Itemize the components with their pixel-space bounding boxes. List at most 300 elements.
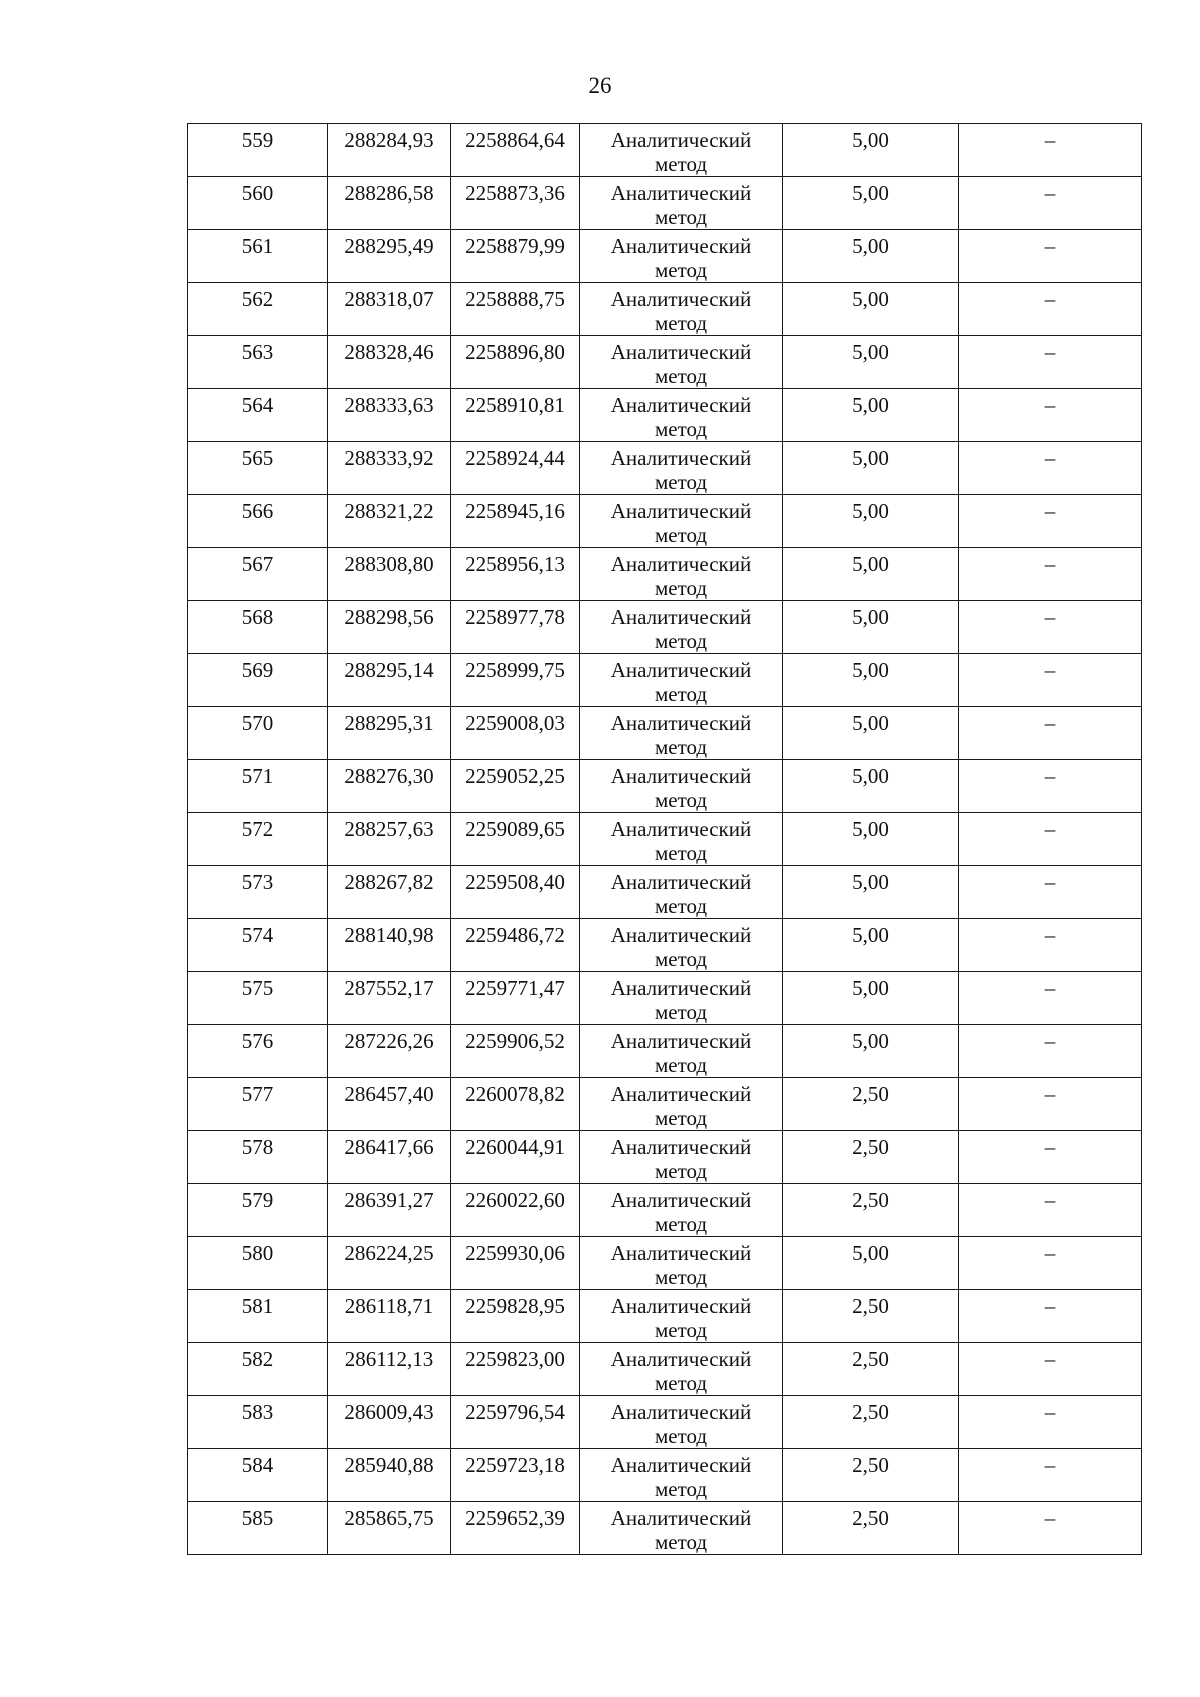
method-line-1: Аналитический [610, 1294, 752, 1318]
method-line-2: метод [654, 1477, 708, 1501]
method-line-2: метод [654, 735, 708, 759]
method-text [580, 1078, 782, 1130]
method-text [580, 548, 782, 600]
accuracy-value: 5,00 [852, 393, 889, 417]
method-text [580, 1449, 782, 1501]
x-coordinate: 288321,22 [344, 499, 434, 523]
x-coordinate: 288267,82 [344, 870, 434, 894]
accuracy-value: 5,00 [852, 128, 889, 152]
y-coordinate: 2258977,78 [465, 605, 565, 629]
note-cell [959, 707, 1142, 760]
point-number-cell [188, 1449, 328, 1502]
note-cell [959, 1396, 1142, 1449]
point-number-cell [188, 707, 328, 760]
note-cell [959, 1131, 1142, 1184]
accuracy-cell [783, 866, 959, 919]
y-coordinate-cell [451, 336, 580, 389]
method-cell [580, 601, 783, 654]
point-number-cell [188, 548, 328, 601]
note-value: – [1044, 340, 1056, 364]
table-row [188, 1078, 1142, 1131]
point-number: 573 [241, 870, 274, 894]
point-number: 578 [241, 1135, 274, 1159]
point-number-cell [188, 919, 328, 972]
x-coordinate-cell [328, 1343, 451, 1396]
note-cell [959, 442, 1142, 495]
y-coordinate: 2259508,40 [465, 870, 565, 894]
x-coordinate-cell [328, 1184, 451, 1237]
x-coordinate: 288328,46 [344, 340, 434, 364]
point-number: 575 [241, 976, 274, 1000]
point-number: 568 [241, 605, 274, 629]
accuracy-value: 5,00 [852, 234, 889, 258]
note-value: – [1044, 1347, 1056, 1371]
method-line-2: метод [654, 258, 708, 282]
table-row [188, 495, 1142, 548]
x-coordinate-cell [328, 760, 451, 813]
x-coordinate: 285940,88 [344, 1453, 434, 1477]
method-cell [580, 707, 783, 760]
y-coordinate: 2259796,54 [465, 1400, 565, 1424]
x-coordinate: 286391,27 [344, 1188, 434, 1212]
y-coordinate: 2258896,80 [465, 340, 565, 364]
note-cell [959, 1184, 1142, 1237]
note-value: – [1044, 1294, 1056, 1318]
method-text [580, 866, 782, 918]
accuracy-cell [783, 654, 959, 707]
x-coordinate-cell [328, 972, 451, 1025]
note-cell [959, 389, 1142, 442]
method-line-1: Аналитический [610, 340, 752, 364]
x-coordinate: 288257,63 [344, 817, 434, 841]
method-line-1: Аналитический [610, 393, 752, 417]
point-number-cell [188, 1184, 328, 1237]
y-coordinate: 2259828,95 [465, 1294, 565, 1318]
method-text [580, 230, 782, 282]
point-number: 561 [241, 234, 274, 258]
note-value: – [1044, 817, 1056, 841]
accuracy-value: 5,00 [852, 340, 889, 364]
method-line-1: Аналитический [610, 1347, 752, 1371]
y-coordinate: 2259486,72 [465, 923, 565, 947]
accuracy-value: 5,00 [852, 605, 889, 629]
accuracy-value: 5,00 [852, 817, 889, 841]
method-line-2: метод [654, 205, 708, 229]
y-coordinate: 2258924,44 [465, 446, 565, 470]
y-coordinate: 2259652,39 [465, 1506, 565, 1530]
accuracy-value: 5,00 [852, 552, 889, 576]
method-line-1: Аналитический [610, 181, 752, 205]
y-coordinate: 2259930,06 [465, 1241, 565, 1265]
point-number-cell [188, 1131, 328, 1184]
method-line-2: метод [654, 1000, 708, 1024]
accuracy-cell [783, 389, 959, 442]
y-coordinate: 2259052,25 [465, 764, 565, 788]
method-line-2: метод [654, 841, 708, 865]
accuracy-cell [783, 1343, 959, 1396]
y-coordinate-cell [451, 495, 580, 548]
point-number-cell [188, 1290, 328, 1343]
method-line-2: метод [654, 1371, 708, 1395]
accuracy-cell [783, 760, 959, 813]
method-line-1: Аналитический [610, 658, 752, 682]
table-row [188, 283, 1142, 336]
method-text [580, 1396, 782, 1448]
method-line-2: метод [654, 417, 708, 441]
method-line-1: Аналитический [610, 976, 752, 1000]
note-value: – [1044, 1453, 1056, 1477]
accuracy-cell [783, 442, 959, 495]
x-coordinate-cell [328, 283, 451, 336]
x-coordinate-cell [328, 177, 451, 230]
note-value: – [1044, 605, 1056, 629]
accuracy-value: 5,00 [852, 287, 889, 311]
accuracy-value: 2,50 [852, 1347, 889, 1371]
table-row [188, 1025, 1142, 1078]
method-line-2: метод [654, 682, 708, 706]
method-line-1: Аналитический [610, 1241, 752, 1265]
x-coordinate-cell [328, 336, 451, 389]
accuracy-cell [783, 1449, 959, 1502]
note-value: – [1044, 1188, 1056, 1212]
point-number-cell [188, 389, 328, 442]
point-number-cell [188, 972, 328, 1025]
accuracy-value: 2,50 [852, 1294, 889, 1318]
point-number: 570 [241, 711, 274, 735]
method-cell [580, 1131, 783, 1184]
point-number: 571 [241, 764, 274, 788]
x-coordinate-cell [328, 1237, 451, 1290]
point-number: 581 [241, 1294, 274, 1318]
accuracy-cell [783, 336, 959, 389]
accuracy-cell [783, 283, 959, 336]
y-coordinate: 2258956,13 [465, 552, 565, 576]
method-cell [580, 1078, 783, 1131]
point-number: 576 [241, 1029, 274, 1053]
y-coordinate-cell [451, 866, 580, 919]
y-coordinate: 2258873,36 [465, 181, 565, 205]
method-cell [580, 866, 783, 919]
y-coordinate-cell [451, 1078, 580, 1131]
method-cell [580, 548, 783, 601]
note-value: – [1044, 711, 1056, 735]
point-number: 563 [241, 340, 274, 364]
x-coordinate-cell [328, 866, 451, 919]
point-number-cell [188, 442, 328, 495]
point-number: 584 [241, 1453, 274, 1477]
note-cell [959, 654, 1142, 707]
x-coordinate-cell [328, 124, 451, 177]
method-cell [580, 813, 783, 866]
accuracy-value: 5,00 [852, 976, 889, 1000]
note-cell [959, 283, 1142, 336]
y-coordinate-cell [451, 1502, 580, 1555]
point-number: 580 [241, 1241, 274, 1265]
y-coordinate: 2260044,91 [465, 1135, 565, 1159]
x-coordinate-cell [328, 813, 451, 866]
accuracy-value: 5,00 [852, 923, 889, 947]
accuracy-cell [783, 1396, 959, 1449]
y-coordinate-cell [451, 1025, 580, 1078]
note-value: – [1044, 870, 1056, 894]
x-coordinate-cell [328, 1078, 451, 1131]
accuracy-value: 2,50 [852, 1506, 889, 1530]
y-coordinate-cell [451, 707, 580, 760]
note-value: – [1044, 1082, 1056, 1106]
x-coordinate: 286118,71 [344, 1294, 434, 1318]
x-coordinate: 286224,25 [344, 1241, 434, 1265]
table-row [188, 336, 1142, 389]
note-value: – [1044, 234, 1056, 258]
y-coordinate: 2259089,65 [465, 817, 565, 841]
note-cell [959, 230, 1142, 283]
accuracy-value: 5,00 [852, 1241, 889, 1265]
x-coordinate-cell [328, 442, 451, 495]
x-coordinate: 287552,17 [344, 976, 434, 1000]
y-coordinate-cell [451, 548, 580, 601]
x-coordinate-cell [328, 1396, 451, 1449]
method-text [580, 760, 782, 812]
y-coordinate: 2259771,47 [465, 976, 565, 1000]
table-row [188, 601, 1142, 654]
y-coordinate-cell [451, 919, 580, 972]
accuracy-cell [783, 813, 959, 866]
method-line-2: метод [654, 152, 708, 176]
x-coordinate-cell [328, 495, 451, 548]
table-row [188, 866, 1142, 919]
table-row [188, 1343, 1142, 1396]
y-coordinate-cell [451, 230, 580, 283]
accuracy-value: 5,00 [852, 870, 889, 894]
note-value: – [1044, 1029, 1056, 1053]
method-line-1: Аналитический [610, 1029, 752, 1053]
x-coordinate: 286112,13 [344, 1347, 434, 1371]
table-row [188, 760, 1142, 813]
point-number-cell [188, 601, 328, 654]
table-row [188, 1184, 1142, 1237]
accuracy-value: 5,00 [852, 764, 889, 788]
method-line-1: Аналитический [610, 870, 752, 894]
method-line-1: Аналитический [610, 1135, 752, 1159]
method-text [580, 1237, 782, 1289]
point-number: 564 [241, 393, 274, 417]
accuracy-value: 2,50 [852, 1135, 889, 1159]
accuracy-cell [783, 707, 959, 760]
accuracy-cell [783, 919, 959, 972]
note-cell [959, 1343, 1142, 1396]
note-value: – [1044, 181, 1056, 205]
method-text [580, 495, 782, 547]
accuracy-cell [783, 177, 959, 230]
y-coordinate: 2259008,03 [465, 711, 565, 735]
method-text [580, 919, 782, 971]
method-cell [580, 442, 783, 495]
x-coordinate-cell [328, 230, 451, 283]
y-coordinate-cell [451, 654, 580, 707]
point-number: 566 [241, 499, 274, 523]
accuracy-cell [783, 1025, 959, 1078]
method-cell [580, 1449, 783, 1502]
y-coordinate: 2258864,64 [465, 128, 565, 152]
point-number: 562 [241, 287, 274, 311]
note-value: – [1044, 446, 1056, 470]
note-value: – [1044, 552, 1056, 576]
table-row [188, 1237, 1142, 1290]
note-cell [959, 1502, 1142, 1555]
x-coordinate: 288295,14 [344, 658, 434, 682]
method-line-1: Аналитический [610, 711, 752, 735]
y-coordinate: 2259823,00 [465, 1347, 565, 1371]
note-value: – [1044, 1400, 1056, 1424]
point-number-cell [188, 1078, 328, 1131]
point-number: 567 [241, 552, 274, 576]
point-number-cell [188, 495, 328, 548]
x-coordinate: 288295,49 [344, 234, 434, 258]
note-value: – [1044, 128, 1056, 152]
point-number-cell [188, 336, 328, 389]
accuracy-value: 5,00 [852, 446, 889, 470]
method-text [580, 1290, 782, 1342]
note-cell [959, 1290, 1142, 1343]
accuracy-value: 5,00 [852, 711, 889, 735]
method-line-2: метод [654, 894, 708, 918]
point-number-cell [188, 1237, 328, 1290]
x-coordinate: 286417,66 [344, 1135, 434, 1159]
x-coordinate: 288140,98 [344, 923, 434, 947]
note-cell [959, 1449, 1142, 1502]
point-number-cell [188, 1343, 328, 1396]
method-cell [580, 1343, 783, 1396]
x-coordinate-cell [328, 389, 451, 442]
method-text [580, 389, 782, 441]
method-line-1: Аналитический [610, 1082, 752, 1106]
point-number-cell [188, 283, 328, 336]
x-coordinate-cell [328, 1025, 451, 1078]
method-text [580, 601, 782, 653]
method-line-2: метод [654, 947, 708, 971]
accuracy-value: 2,50 [852, 1453, 889, 1477]
method-line-1: Аналитический [610, 446, 752, 470]
y-coordinate-cell [451, 972, 580, 1025]
method-line-2: метод [654, 1265, 708, 1289]
method-cell [580, 389, 783, 442]
method-line-2: метод [654, 629, 708, 653]
accuracy-cell [783, 1502, 959, 1555]
method-text [580, 283, 782, 335]
accuracy-cell [783, 1078, 959, 1131]
note-cell [959, 919, 1142, 972]
x-coordinate: 288318,07 [344, 287, 434, 311]
accuracy-value: 2,50 [852, 1188, 889, 1212]
note-value: – [1044, 658, 1056, 682]
note-cell [959, 124, 1142, 177]
accuracy-cell [783, 972, 959, 1025]
note-cell [959, 760, 1142, 813]
note-cell [959, 1025, 1142, 1078]
table-row [188, 442, 1142, 495]
note-value: – [1044, 393, 1056, 417]
method-line-1: Аналитический [610, 605, 752, 629]
y-coordinate-cell [451, 1184, 580, 1237]
y-coordinate-cell [451, 1290, 580, 1343]
x-coordinate-cell [328, 1502, 451, 1555]
method-text [580, 707, 782, 759]
y-coordinate: 2258910,81 [465, 393, 565, 417]
x-coordinate: 287226,26 [344, 1029, 434, 1053]
note-cell [959, 177, 1142, 230]
x-coordinate-cell [328, 707, 451, 760]
method-line-1: Аналитический [610, 1506, 752, 1530]
point-number-cell [188, 177, 328, 230]
point-number-cell [188, 230, 328, 283]
x-coordinate-cell [328, 1131, 451, 1184]
method-line-1: Аналитический [610, 923, 752, 947]
y-coordinate-cell [451, 177, 580, 230]
table-row [188, 548, 1142, 601]
point-number: 560 [241, 181, 274, 205]
method-cell [580, 1237, 783, 1290]
method-line-2: метод [654, 1212, 708, 1236]
table-row [188, 1290, 1142, 1343]
point-number: 565 [241, 446, 274, 470]
point-number: 569 [241, 658, 274, 682]
method-line-2: метод [654, 1424, 708, 1448]
y-coordinate-cell [451, 442, 580, 495]
method-line-1: Аналитический [610, 764, 752, 788]
x-coordinate: 288284,93 [344, 128, 434, 152]
method-line-1: Аналитический [610, 128, 752, 152]
note-value: – [1044, 499, 1056, 523]
note-value: – [1044, 923, 1056, 947]
accuracy-cell [783, 230, 959, 283]
table-body [188, 124, 1142, 1555]
note-cell [959, 1237, 1142, 1290]
method-line-1: Аналитический [610, 817, 752, 841]
method-text [580, 813, 782, 865]
method-cell [580, 1184, 783, 1237]
accuracy-cell [783, 495, 959, 548]
note-value: – [1044, 1241, 1056, 1265]
method-cell [580, 1025, 783, 1078]
note-value: – [1044, 1135, 1056, 1159]
x-coordinate: 288276,30 [344, 764, 434, 788]
x-coordinate: 288295,31 [344, 711, 434, 735]
method-line-1: Аналитический [610, 1453, 752, 1477]
point-number-cell [188, 1396, 328, 1449]
method-cell [580, 1396, 783, 1449]
point-number-cell [188, 760, 328, 813]
method-cell [580, 336, 783, 389]
y-coordinate-cell [451, 1237, 580, 1290]
coordinates-table [187, 123, 1142, 1555]
note-cell [959, 1078, 1142, 1131]
x-coordinate-cell [328, 548, 451, 601]
note-cell [959, 813, 1142, 866]
accuracy-cell [783, 1131, 959, 1184]
y-coordinate: 2260022,60 [465, 1188, 565, 1212]
method-text [580, 442, 782, 494]
point-number: 577 [241, 1082, 274, 1106]
y-coordinate: 2259906,52 [465, 1029, 565, 1053]
method-text [580, 1025, 782, 1077]
method-line-2: метод [654, 1159, 708, 1183]
x-coordinate-cell [328, 1290, 451, 1343]
method-line-1: Аналитический [610, 499, 752, 523]
method-text [580, 336, 782, 388]
method-cell [580, 972, 783, 1025]
table-row [188, 1396, 1142, 1449]
y-coordinate: 2258999,75 [465, 658, 565, 682]
